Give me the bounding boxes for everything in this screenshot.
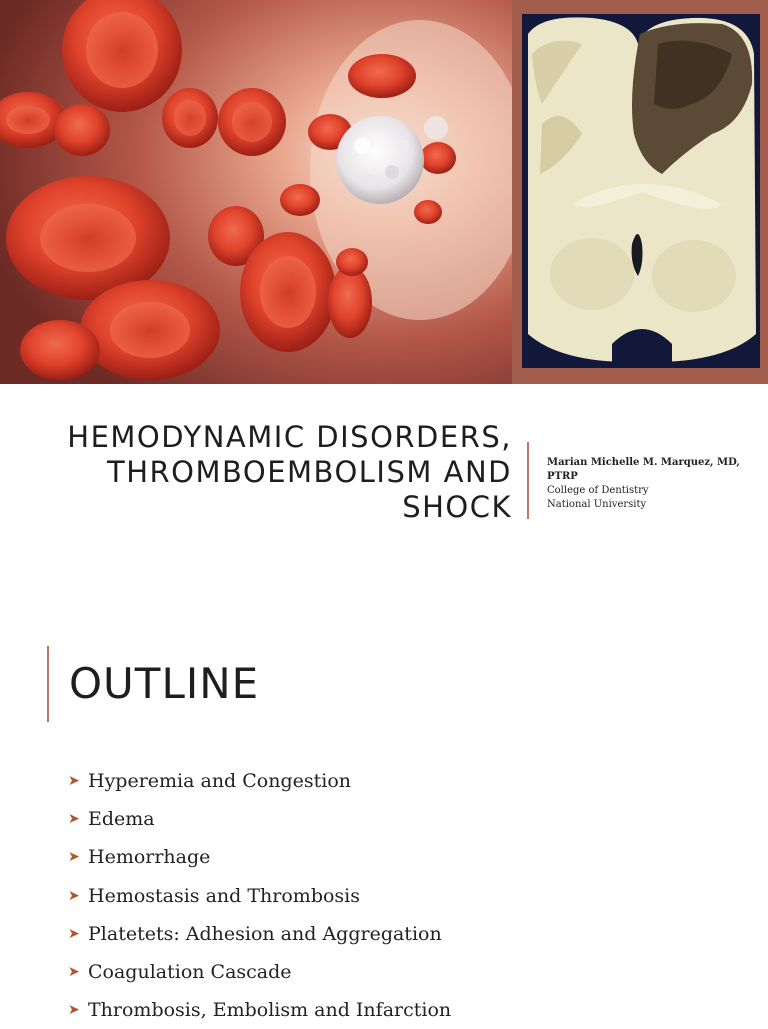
white-blood-cell [336,116,424,204]
red-cell-tiny-2 [414,200,442,224]
author-block [547,456,768,512]
list-item-label: Edema [88,808,155,831]
presentation-title [12,420,512,525]
arrowhead-bullet-icon: ➤ [68,964,80,981]
red-cell-far-4 [280,184,320,216]
arrowhead-bullet-icon: ➤ [68,811,80,828]
arrowhead-bullet-icon: ➤ [68,1002,80,1019]
list-item-label: Platetets: Adhesion and Aggregation [88,922,442,945]
list-item [68,877,451,915]
red-cell-mid-1 [162,88,218,148]
outline-accent-bar [47,646,49,722]
title-line-1: HEMODYNAMIC DISORDERS, [67,420,512,454]
list-item [68,915,451,953]
author-college: College of Dentistry [547,485,649,496]
outline-list [68,762,451,1029]
red-cell-tiny-1 [336,248,368,276]
arrowhead-bullet-icon: ➤ [68,887,80,904]
list-item [68,838,451,876]
red-cell-mid-2 [218,88,286,156]
outline-heading: OUTLINE [69,659,260,708]
title-line-3: SHOCK [402,490,512,524]
list-item [68,800,451,838]
red-cell-far-3 [420,142,456,174]
red-cell-right-low [328,266,372,338]
arrowhead-bullet-icon: ➤ [68,773,80,790]
list-item-label: Hemorrhage [88,846,211,869]
list-item-label: Thrombosis, Embolism and Infarction [88,999,452,1022]
author-university: National University [547,499,647,510]
list-item [68,762,451,800]
list-item [68,953,451,991]
title-divider [527,442,529,519]
red-cell-far-1 [348,54,416,98]
brain-cross-section-photo [522,14,760,368]
arrowhead-bullet-icon: ➤ [68,849,80,866]
red-cell-bottom-far-left [20,320,100,380]
list-item-label: Coagulation Cascade [88,961,292,984]
list-item [68,991,451,1029]
red-cell-bottom-center [240,232,336,352]
slide-banner [0,0,768,384]
arrowhead-bullet-icon: ➤ [68,925,80,942]
brain-photo-frame [512,0,768,384]
title-line-2: THROMBOEMBOLISM AND [106,455,512,489]
red-cell-bottom-left [80,280,220,380]
list-item-label: Hyperemia and Congestion [88,770,352,793]
red-cell-small-1 [54,104,110,156]
author-name: Marian Michelle M. Marquez, MD, PTRP [547,457,740,482]
list-item-label: Hemostasis and Thrombosis [88,884,360,907]
red-blood-cells-illustration [0,0,512,384]
